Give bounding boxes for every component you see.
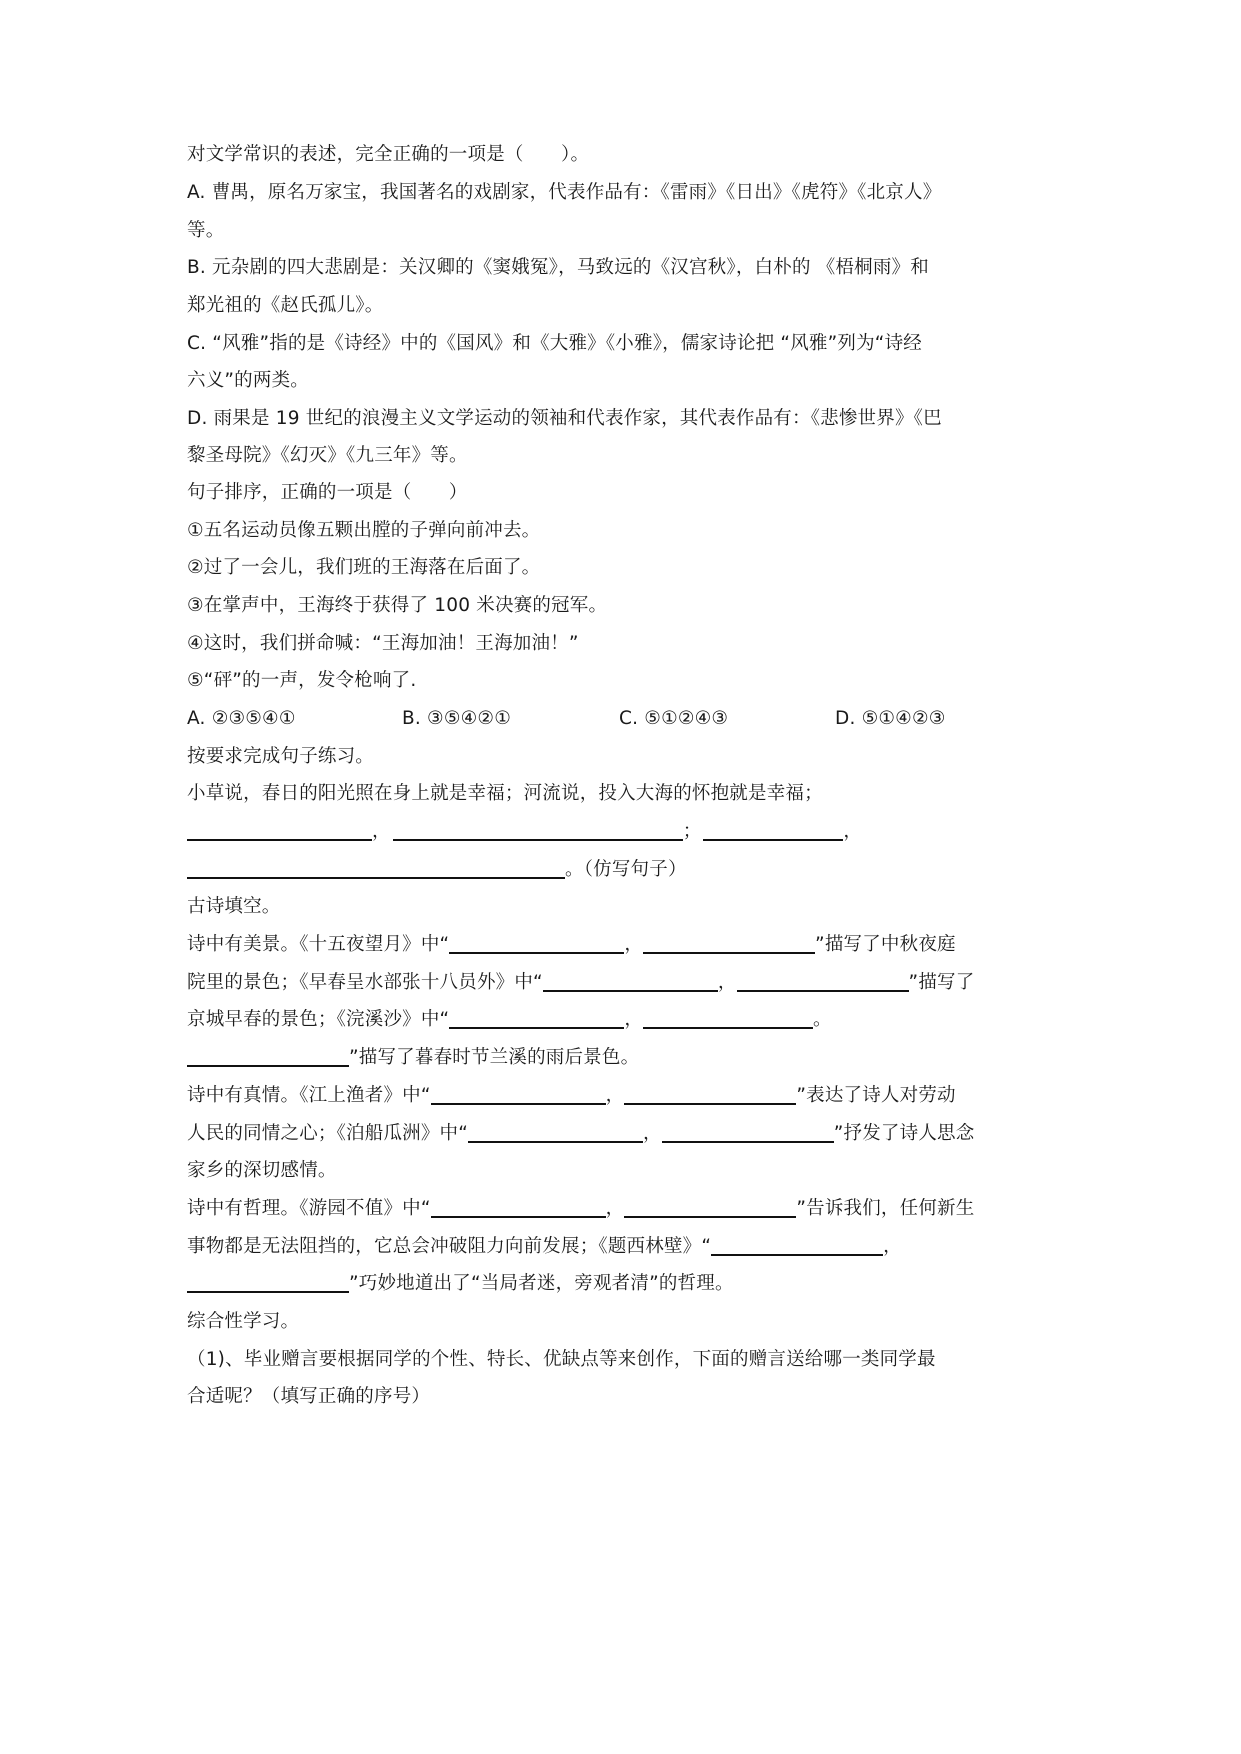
q4-line-2 [187,964,1057,1002]
q1-option-d-cont: 黎圣母院》《幻灭》《九三年》等。 [187,445,468,466]
q4-text: 院里的景色；《早春呈水部张十八员外》中“ [187,972,543,993]
q3-blanks-row-2 [187,851,1057,889]
answer-blank[interactable] [187,855,565,879]
q3-blanks-row-1 [187,813,1057,851]
comma: ， [372,821,391,842]
q5-stem: 综合性学习。 [187,1311,300,1332]
q2-sentence-4: ④这时，我们拼命喊：“王海加油！王海加油！” [187,633,579,654]
q4-line-7: 家乡的深切感情。 [187,1160,337,1181]
answer-blank[interactable] [449,930,624,954]
answer-blank[interactable] [737,968,909,992]
q2-options [187,700,1057,738]
q4-line-5 [187,1077,1057,1115]
q4-text: ”描写了 [908,972,975,993]
comma: ， [624,934,644,955]
q4-text: ”表达了诗人对劳动 [796,1085,956,1106]
q4-line-4 [187,1039,1057,1077]
q2-option-b: B. ③⑤④②① [402,708,511,729]
q1-option-c: C. “风雅”指的是《诗经》中的《国风》和《大雅》《小雅》，儒家诗论把 “风雅”列为“诗经 [187,333,922,354]
answer-blank[interactable] [431,1081,606,1105]
answer-blank[interactable] [643,1005,813,1029]
answer-blank[interactable] [393,817,683,841]
q1-stem: 对文学常识的表述，完全正确的一项是（ ）。 [187,144,590,165]
q4-line-6 [187,1115,1057,1153]
q5-part-1-cont: 合适呢？（填写正确的序号） [187,1386,431,1407]
answer-blank[interactable] [187,817,372,841]
answer-blank[interactable] [624,1194,796,1218]
q2-option-d: D. ⑤①④②③ [835,708,946,729]
q4-line-3 [187,1001,1057,1039]
comma: ， [605,1085,625,1106]
q1-option-b-cont: 郑光祖的《赵氏孤儿》。 [187,295,384,316]
q2-option-a: A. ②③⑤④① [187,708,296,729]
q2-option-c: C. ⑤①②④③ [619,708,729,729]
q4-text: ”抒发了诗人思念 [833,1123,975,1144]
q1-option-a-cont: 等。 [187,220,225,241]
comma: ， [605,1198,625,1219]
q4-text: 诗中有哲理。《游园不值》中“ [187,1198,431,1219]
comma: ， [624,1009,644,1030]
q3-stem: 按要求完成句子练习。 [187,746,375,767]
q4-text: 诗中有美景。《十五夜望月》中“ [187,934,450,955]
comma: ， [643,1123,662,1144]
q1-option-d: D. 雨果是 19 世纪的浪漫主义文学运动的领袖和代表作家，其代表作品有：《悲惨世界》《巴 [187,408,942,429]
q1-option-a: A. 曹禺，原名万家宝，我国著名的戏剧家，代表作品有：《雷雨》《日出》《虎符》《北京人》 [187,182,942,203]
answer-blank[interactable] [187,1269,349,1293]
q4-text: 京城早春的景色；《浣溪沙》中“ [187,1009,450,1030]
q4-line-1 [187,926,1057,964]
answer-blank[interactable] [431,1194,606,1218]
q2-sentence-2: ②过了一会儿，我们班的王海落在后面了。 [187,557,541,578]
q2-sentence-5: ⑤“砰”的一声，发令枪响了. [187,670,417,691]
q4-line-8 [187,1190,1057,1228]
q1-option-c-cont: 六义”的两类。 [187,370,309,391]
answer-blank[interactable] [662,1119,834,1143]
semicolon: ； [682,821,702,842]
q4-line-9 [187,1228,1057,1266]
q4-text: ”巧妙地道出了“当局者迷，旁观者清”的哲理。 [349,1273,734,1294]
answer-blank[interactable] [643,930,815,954]
imitation-note: 。（仿写句子） [565,859,687,880]
q5-part-1: （1)、毕业赠言要根据同学的个性、特长、优缺点等来创作，下面的赠言送给哪一类同学最 [187,1349,936,1370]
comma: ， [843,821,863,842]
q2-stem: 句子排序，正确的一项是（ ） [187,482,468,503]
comma: ， [883,1236,902,1257]
q4-text: ”告诉我们，任何新生 [796,1198,975,1219]
answer-blank[interactable] [703,817,843,841]
q4-text: 。 [813,1009,832,1030]
answer-blank[interactable] [624,1081,796,1105]
answer-blank[interactable] [543,968,718,992]
q1-option-b: B. 元杂剧的四大悲剧是：关汉卿的《窦娥冤》，马致远的《汉宫秋》，白朴的 《梧桐雨》和 [187,257,929,278]
answer-blank[interactable] [711,1232,883,1256]
q4-text: 事物都是无法阻挡的，它总会冲破阻力向前发展；《题西林壁》“ [187,1236,712,1257]
q4-text: 诗中有真情。《江上渔者》中“ [187,1085,431,1106]
q4-text: ”描写了中秋夜庭 [815,934,956,955]
answer-blank[interactable] [468,1119,643,1143]
q4-text: ”描写了暮春时节兰溪的雨后景色。 [349,1047,640,1068]
q4-stem: 古诗填空。 [187,896,281,917]
answer-blank[interactable] [449,1005,624,1029]
comma: ， [717,972,737,993]
q4-text: 人民的同情之心；《泊船瓜洲》中“ [187,1123,469,1144]
answer-blank[interactable] [187,1043,349,1067]
q3-sentence: 小草说，春日的阳光照在身上就是幸福；河流说，投入大海的怀抱就是幸福； [187,783,823,804]
q2-sentence-1: ①五名运动员像五颗出膛的子弹向前冲去。 [187,520,541,541]
q2-sentence-3: ③在掌声中，王海终于获得了 100 米决赛的冠军。 [187,595,608,616]
q4-line-10 [187,1265,1057,1303]
